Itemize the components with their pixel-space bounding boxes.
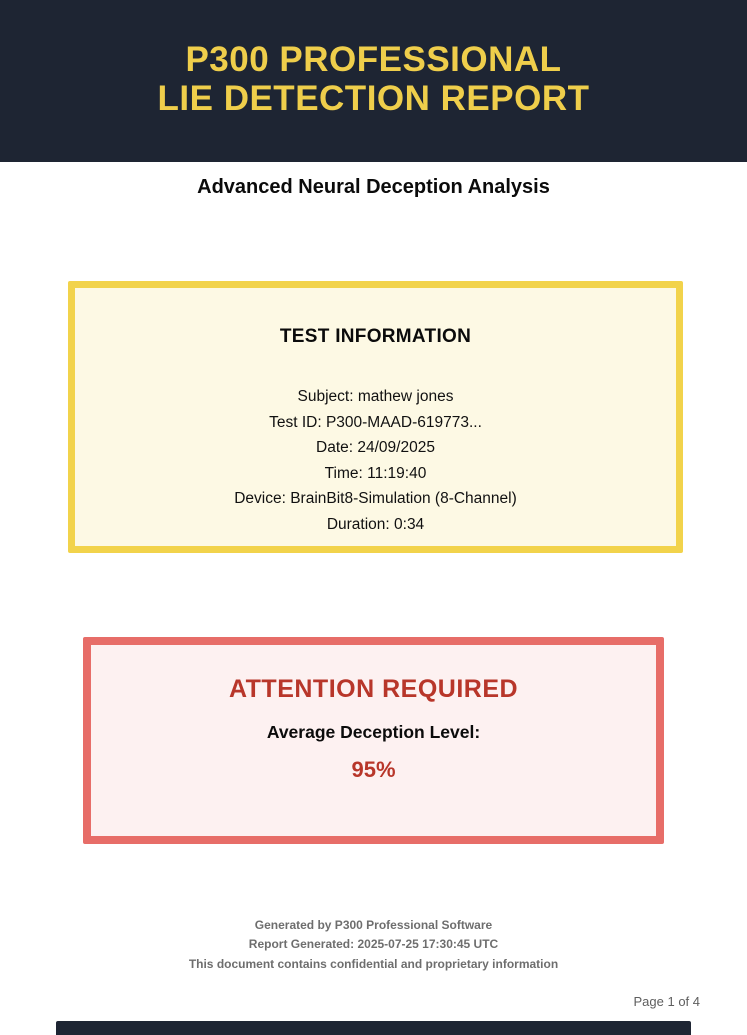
test-info-line-date: Date: 24/09/2025 bbox=[316, 439, 435, 456]
test-info-line-test-id: Test ID: P300-MAAD-619773... bbox=[269, 413, 482, 431]
footer-report-generated: Report Generated: 2025-07-25 17:30:45 UTC bbox=[248, 937, 499, 952]
report-footer bbox=[0, 916, 747, 974]
report-header bbox=[0, 0, 747, 162]
test-information-box bbox=[68, 281, 683, 553]
test-info-line-time: Time: 11:19:40 bbox=[324, 464, 427, 482]
test-info-line-device: Device: BrainBit8-Simulation (8-Channel) bbox=[234, 490, 517, 507]
report-title-line2: LIE DETECTION REPORT bbox=[157, 79, 590, 118]
report-title-line1: P300 PROFESSIONAL bbox=[185, 40, 562, 79]
test-information-fields bbox=[75, 384, 676, 537]
deception-level-label: Average Deception Level: bbox=[266, 722, 481, 742]
test-information-heading: TEST INFORMATION bbox=[279, 326, 472, 347]
attention-required-box bbox=[83, 637, 664, 844]
footer-generated-by: Generated by P300 Professional Software bbox=[254, 918, 493, 932]
next-page-header-strip bbox=[56, 1021, 691, 1035]
attention-heading: ATTENTION REQUIRED bbox=[228, 675, 519, 703]
test-info-line-duration: Duration: 0:34 bbox=[326, 515, 425, 533]
footer-confidential-note: This document contains confidential and proprietary information bbox=[188, 956, 559, 971]
report-subtitle: Advanced Neural Deception Analysis bbox=[197, 176, 550, 198]
page-indicator: Page 1 of 4 bbox=[633, 994, 700, 1009]
deception-level-value: 95% bbox=[351, 757, 396, 782]
test-info-line-subject: Subject: mathew jones bbox=[297, 388, 454, 405]
